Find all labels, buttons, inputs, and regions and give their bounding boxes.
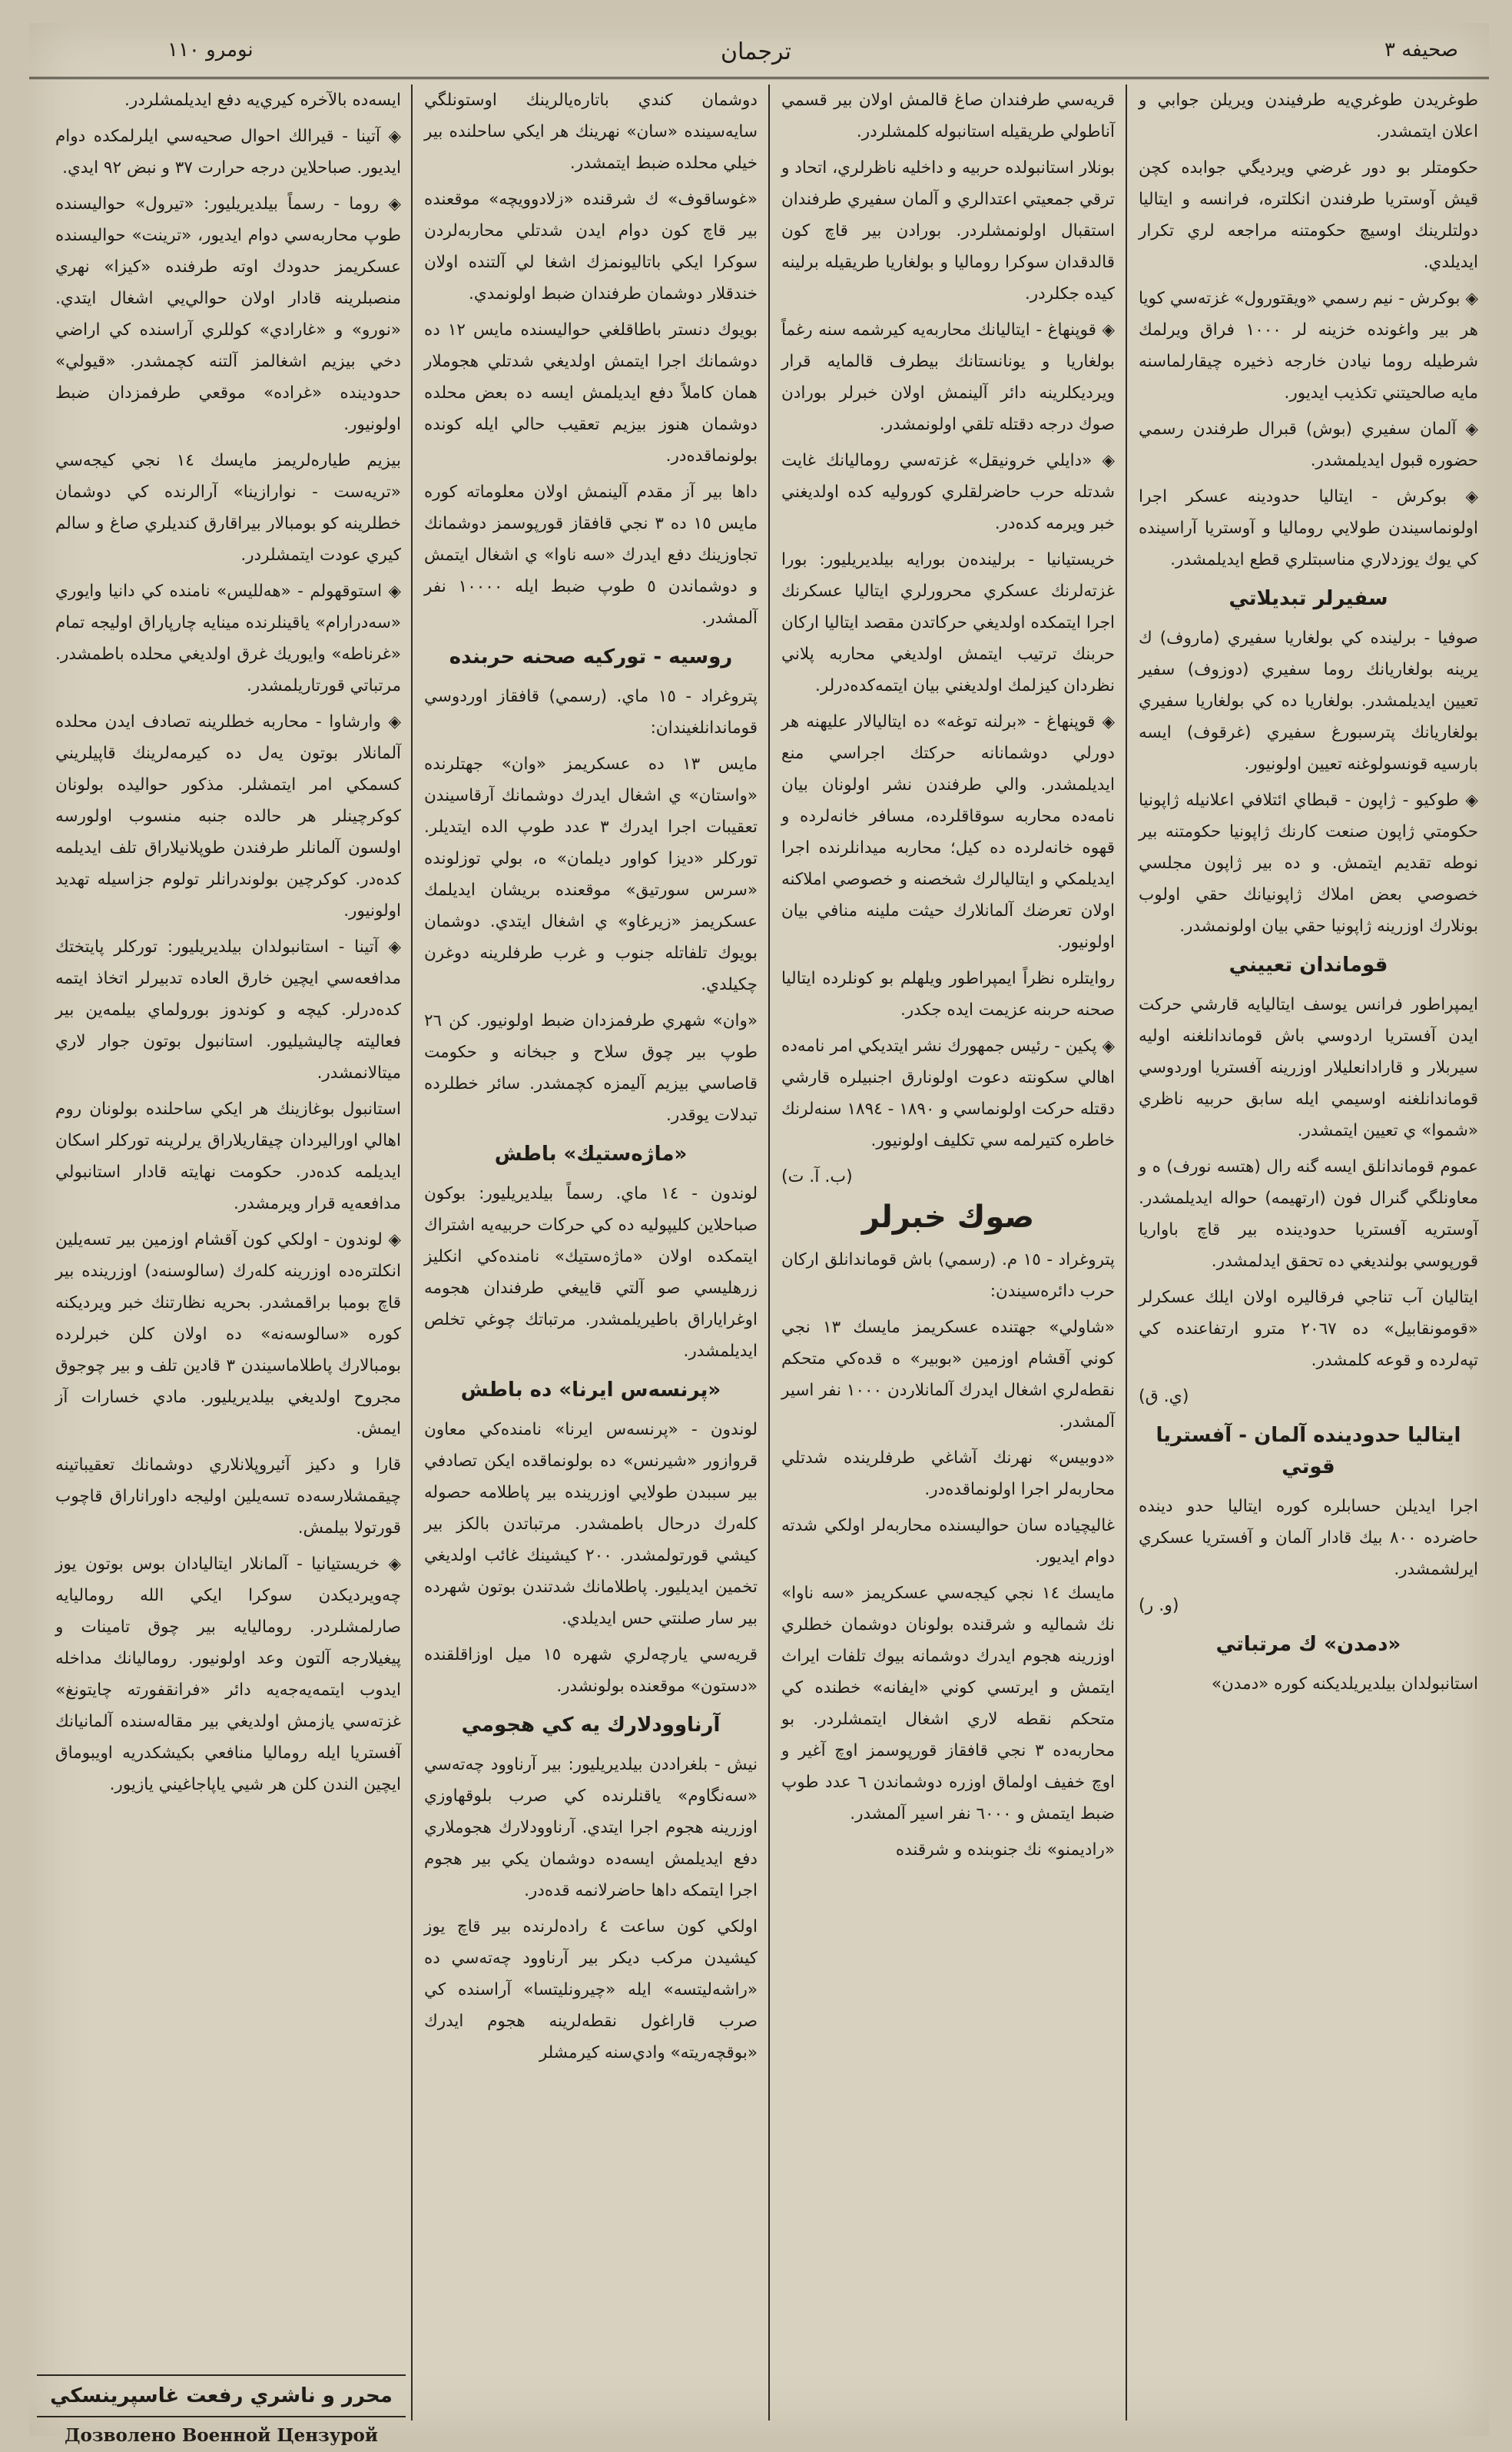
article-paragraph: لوندون - «پرنسه‌س ايرنا» نامنده‌كي معاون قروازور «شيرنس» ده بولونماقده ايكن تصادفي بير سببدن طولايي اوزرينده بير پاطلامه حصوله كله‌رك درحال باطمشدر. مرتباتدن بالكز بير كيشي قورتولمشدر. ٢٠٠ كيشينك غائب اولديغي تخمين ايديليور. پاطلامانك شدتندن بوتون شهرده بير سار صلنتي حس ايديلدي.: [424, 1420, 758, 1628]
article-paragraph: مايس ١٣ ده عسكريمز «وان» جهتلرنده «واستان» ي اشغال ايدرك دوشمانك آرقاسيندن تعقيبات اجرا ايدرك ٣ عدد طوپ الده ايتديلر. توركلر «ديزا كواور ديلمان» ه، بولي توزلونده «سرس سورتيق» موقعنده بريشان ايديلمك عسكريمز «زيرغاو» ي اشغال ايتدي. دوشمان بويوك تلفاتله جنوب و غرب طرفلرينه دوغرن چكيلدي.: [424, 755, 758, 994]
article-heading: «دمدن» ك مرتباتي: [1215, 1633, 1401, 1656]
article-paragraph: لوندون - ١٤ ماي. رسماً بيلديريليور: بوكون صباحلاين كليپوليه ده كي حركات حربيه‌يه اشتراك ايتمكده اولان «ماژه‌ستيك» نامنده‌كي انكليز زرهليسي صو آلتي قاييغي طرفندان هجومه اوغراياراق باطيريلمشدر. مرتباتك چوغي تخلص ايديلمشدر.: [424, 1184, 758, 1361]
article-paragraph: «شاولي» جهتنده عسكريمز مايسك ١٣ نجي كوني آقشام اوزمين «بوبير» ه قده‌كي متحكم نقطه‌لري اشغال ايدرك آلمانلاردن ١٠٠٠ نفر اسير آلمشدر.: [781, 1318, 1115, 1432]
article-paragraph: خريستيانيا - برلينده‌ن بورايه بيلديريليور: بورا غزته‌لرنك عسكري محرورلري ايتاليا عسكرنك اجرا ايتمكده اولديغي حركاتدن مقصد ايتاليا اركان حربنك ترتيب ايتمش اولديغي محاربه پلاني نظردان كيزلمك اولديغني بيان ايتمه‌كده‌درلر.: [781, 550, 1115, 695]
article-paragraph: ◈ آلمان سفيري (بوش) قبرال طرفندن رسمي حضوره قبول ايديلمشدر.: [1139, 420, 1478, 470]
article-paragraph: عموم قوماندانلق ايسه گنه رال (هتسه نورف) ه و معاونلگي گنرال فون (ارتهيمه) حواله ايديلمشدر. آوستريه آفستريا حدودينده بير قاچ باواريا قورپوسي بولنديغي ده تحقق ايدلمشدر.: [1139, 1157, 1478, 1271]
column-3: [413, 85, 768, 2420]
article-paragraph: ◈ آتينا - قيرالك احوال صحيه‌سي ايلرلمكده دوام ايديور. صباحلاين درجه حرارت ٣٧ و نبض ٩٢ ايدي.: [55, 127, 401, 178]
article-paragraph: غاليچياده سان حواليسنده محاربه‌لر اولكي شدته دوام ايديور.: [781, 1516, 1115, 1567]
article-paragraph: طوغريدن طوغري‌يه طرفيندن ويريلن جوابي و اعلان ايتمشدر.: [1139, 91, 1478, 141]
page-label: صحيفه ٣: [1384, 38, 1458, 61]
column-4: [45, 85, 412, 2298]
article-paragraph: استانبولدان بيلديريلديكنه كوره «دمدن»: [1211, 1674, 1478, 1694]
article-paragraph: «غوساقوف» ك شرقنده «زلادوويچه» موقعنده بير قاچ كون دوام ايدن شدتلي محاربه‌لردن سوكرا ايكي باتاليونمزك اشغا لي آلتنده اولان خندقلار دوشمان طرفندان ضبط اولونمدي.: [424, 190, 758, 304]
article-paragraph: ◈ «دايلي خرونيقل» غزته‌سي روماليانك غايت شدتله حرب حاضرلقلري كوروليه كده اولديغني خبر ويرمه كده‌در.: [781, 451, 1115, 533]
article-paragraph: داها بير آز مقدم آلينمش اولان معلوماته كوره مايس ١٥ ده ٣ نجي قافقاز قورپوسمز دوشمانك تجاوزينك دفع ايدرك «سه ناوا» ي اشغال ايتمش و دوشماندن ٥ طوپ ضبط ايله ١٠٠٠٠ نفر آلمشدر.: [424, 483, 758, 628]
section-headline: صوك خبرلر: [861, 1199, 1035, 1235]
article-paragraph: بونلار استانبولده حربيه و داخليه ناظرلري، اتحاد و ترقي جمعيتي اعتدالري و آلمان سفيري طرفندان استقبال اولونمشلردر. بورادن بير قاچ كون قالدقدان سوكرا روماليا و بولغاريا طريقيله برلينه كيده جكلردر.: [781, 158, 1115, 304]
article-paragraph: ◈ آتينا - استانبولدان بيلديريليور: توركلر پايتختك مدافعه‌سي ايچين خارق العاده تدبيرلر اتخاذ ايتمه كده‌درلر. كيچه و كوندوز بورولماي بيلمه‌ين بير فعاليته چاليشيليور. استانبول بوتون جوار لاري ميتالانمشدر.: [55, 937, 401, 1083]
article-paragraph: اولكي كون ساعت ٤ راده‌لرنده بير قاچ يوز كيشيدن مركب ديكر بير آرناوود چه‌ته‌سي ده «راشه‌ليتسه» ايله «چيرونليتسا» آراسنده كي صرب قاراغول نقطه‌لرينه هجوم ايدرك «بوقچه‌ريته» وادي‌سنه كيرمشلر: [424, 1917, 758, 2062]
article-paragraph: پتروغراد - ١٥ م. (رسمي) باش قوماندانلق اركان حرب دائره‌سيندن:: [781, 1250, 1115, 1301]
article-paragraph: روايتلره نظراً ايمپراطور ويلهلم بو كونلرده ايتاليا صحنه حربنه عزيمت ايده جكدر.: [781, 969, 1115, 1020]
newspaper-page: [29, 23, 1489, 2446]
article-heading: قوماندان تعييني: [1228, 954, 1388, 977]
article-paragraph: ◈ پكين - رئيس جمهورك نشر ايتديكي امر نامه‌ده اهالي سكونته دعوت اولونارق اجنبيلره قارشي دقتله حركت اولونماسي و ١٨٩٠ - ١٨٩٤ سنه‌لرنك خاطره كتيرلمه سي تكليف اولونيور.: [781, 1037, 1115, 1150]
article-paragraph: قارا و دكيز آئيروپلانلاري دوشمانك تعقيباتينه چيقمشلارسه‌ده تسه‌يلين اوليجه داوراناراق قاچوب قورتولا بيلمش.: [55, 1455, 401, 1538]
article-paragraph: اجرا ايديلن حسابلره كوره ايتاليا حدو دينده حاضرده ٨٠٠ بيك قادار آلمان و آفستريا عسكري ايرلشمشدر.: [1139, 1497, 1479, 1579]
article-paragraph: ◈ قوپنهاغ - «برلنه توغه» ده ايتاليالار عليهنه هر دورلي دوشمانانه حركتك اجراسي منع ايديلمشدر. والي طرفندن نشر اولونان بيان نامه‌ده محاربه سوقاقلرده، مسافر خانه‌لرده و قهوه خانه‌لرده ده كيل؛ محاربه ميدانلرنده اجرا ايديلمكي و ايتاليالرك شخصنه و خصوصي املاكنه اولان تعرضك آلمانلارك حيثت ملينه منافي بيان اولونيور.: [781, 712, 1115, 952]
article-paragraph: ◈ وارشاوا - محاربه خطلرينه تصادف ايدن محلده آلمانلار بوتون يه‌ل ده كيرمه‌لرينك قاپيلريني كسمكي امر ايتمشلر. مذكور حواليده بولونان كوكرچينلر هر حالده جنبه منسوب اولورسه اولسون آلمانلر طرفندن طوپلانيلاراق تلف ايديلمه كده‌در. كوكرچين بولوندرانلر تولوم جزاسيله تهديد اولونيور.: [55, 712, 401, 921]
column-2: [771, 85, 1126, 2420]
article-paragraph: مايسك ١٤ نجي كيجه‌سي عسكريمز «سه ناوا» نك شماليه و شرقنده بولونان دوشمان خطلري اوزرينه هجوم ايدرك دوشمانه بيوك تلفات ايراث ايتمش و ايرتسي كوني «ايفانه» خطنده كي متحكم نقطه لاري اشغال ايتمشلردر. بو محاربه‌ده ٣ نجي قافقاز قورپوسمز اوچ آغير و اوچ خفيف اولماق اوزره دوشماندن ٦ عدد طوپ ضبط ايتمش و ٦٠٠٠ نفر اسير آلمشدر.: [781, 1584, 1115, 1823]
article-paragraph: پتروغراد - ١٥ ماي. (رسمي) قافقاز اوردوسي قوماندانلغيندان:: [424, 687, 758, 738]
article-heading: سفيرلر تبديلاتي: [1228, 587, 1388, 610]
article-paragraph: ◈ لوندون - اولكي كون آقشام اوزمين بير تسه‌يلين انكلتره‌ده اوزرينه كله‌رك (سالوسنه‌د) اوزرينده بير قاچ بومبا براقمشدر. بحريه نظارتنك خبر ويرديكنه كوره «سالوسه‌نه» ده اولان كلن خبرلرده بومبالارك پاطلاماسيندن ٣ قادين تلف و بير چوجوق مجروح اولديغي بيلديريليور. مادي خسارات آز ايمش.: [55, 1230, 401, 1438]
columns-area: [29, 85, 1489, 2446]
article-signature: (و. ر): [1139, 1596, 1179, 1615]
article-paragraph: دوشمان كندي باتاره‌يالرينك اوستونلگي سايه‌سينده «سان» نهرينك هر ايكي ساحلنده بير خيلي محلده ضبط ايتمشدر.: [424, 91, 758, 173]
article-paragraph: ◈ طوكيو - ژاپون - قبطاي ائتلافي اعلانيله ژاپونيا حكومتي ژاپون صنعت كارنك ژاپونيا حكومتنه بير نوطه تقديم ايتمش. و ده بير ژاپون مجلسي خصوصي بعض املاك ژاپونيانك حقي اولوب بونلارك اوزرينه ژاپونيا حقي بيان اولونمشدر.: [1139, 791, 1478, 936]
article-paragraph: بويوك دنستر باطاقلغي حواليسنده مايس ١٢ ده دوشمانك اجرا ايتمش اولديغي شدتلي هجوملار همان كاملاً دفع ايديلمش ايسه ده بعض محلده دوشمان هنوز بيزيم تعقيب حالي ايله كونده بولونماقده‌در.: [424, 320, 758, 466]
article-paragraph: ◈ خريستيانيا - آلمانلار ايتاليادان بوس بوتون يوز چه‌ويرديكدن سوكرا ايكي الله روماليايه صارلمشلردر. روماليايه بير چوق تامينات و پيغيلارجه آلتون وعد اولونيور. روماليانك مداخله ايدوب ايتمه‌يه‌جه‌يه دائر «فرانقفورته چايتونغ» غزته‌سي يازمش اولديغي بير مقاله‌سنده آلمانيانك آفستريا ايله روماليا منافعي بكيشكدريه اويبوماق ايچين الندن كلن هر شيي ياپاجاغيني يازيور.: [55, 1554, 401, 1794]
article-paragraph: ◈ بوكرش - ايتاليا حدودينه عسكر اجرا اولونماسيندن طولايي روماليا و آوستريا آراسينده كي يوك يوزدلاري مناسبتلري قطع ايديلمشدر.: [1139, 487, 1478, 569]
article-paragraph: «راديمنو» نك جنوبنده و شرقنده: [895, 1840, 1115, 1860]
article-paragraph: نيش - بلغراددن بيلديريليور: بير آرناوود چه‌ته‌سي «سه‌نگاوم» ياقنلرنده كي صرب بلوقهاوزي اوزرينه هجوم اجرا ايتدي. آرناوودلارك هجوملاري دفع ايديلمش ايسه‌ده دوشمان يكي بير هجوم اجرا ايتمكه داها حاضرلانمه قده‌در.: [424, 1755, 758, 1900]
column-rule: [768, 85, 770, 2420]
column-rule: [1126, 85, 1127, 2420]
newspaper-title: ترجمان: [721, 38, 791, 65]
article-paragraph: قريه‌سي طرفندان صاغ قالمش اولان بير قسمي آناطولي طريقيله استانبوله كلمشلردر.: [781, 91, 1115, 141]
article-heading: «ماژه‌ستيك» باطش: [494, 1143, 688, 1166]
masthead: [29, 23, 1489, 79]
article-paragraph: صوفيا - برلينده كي بولغاريا سفيري (ماروف) ك يرينه بولغاريانك روما سفيري (دوزوف) سفير تعيين ايديلمشدر. بولغاريا ده كي بولغاريا سفيري بولغاريانك پترسبورغ سفيري (غرقوف) ايسه بارسيه قونسولوغنه تعيين اولونيور.: [1139, 629, 1478, 774]
article-heading: «پرنسه‌س ايرنا» ده باطش: [460, 1379, 721, 1402]
article-heading: روسيه - توركيه صحنه حربنده: [449, 645, 733, 669]
article-signature: (ب. آ. ت): [781, 1167, 853, 1186]
article-paragraph: قريه‌سي يارچه‌لري شهره ١٥ ميل اوزاقلقنده «دستون» موقعنده بولونشدر.: [424, 1645, 758, 1696]
article-heading: آرناوودلارك يه كي هجومي: [461, 1714, 721, 1737]
censor-line: Дозволено Военной Цензурой: [65, 2425, 378, 2446]
article-paragraph: «وان» شهري طرفمزدان ضبط اولونيور. كن ٢٦ طوپ بير چوق سلاح و جبخانه و حكومت قاصاسي بيزيم آليمزه كچمشدر. سائر خطلرده تبدلات يوقدر.: [424, 1011, 758, 1125]
article-paragraph: استانبول بوغازينك هر ايكي ساحلنده بولونان روم اهالي اوراليردان چيقاريلاراق يرلرينه توركلر اسكان ايديلمه كده‌در. حكومت نهايته قادار استانبولي مدافعه‌يه قرار ويرمشدر.: [55, 1100, 401, 1213]
article-paragraph: حكومتلر بو دور غرضي ويرديگي جوابده كچن قيش آوستريا طرفندن انكلتره، فرانسه و ايتاليا دولتلرينك اوسيچ حكومتنه مراجعه لري تكرار ايديلدي.: [1139, 158, 1478, 272]
article-paragraph: ◈ استوقهولم - «هەلليس» نامنده كي دانيا وايوري «سەدرارام» ياقينلرنده مينايه چارپاراق اوليجه تمام «غرناطه» وايوريك غرق اولديغي محلده باطمشدر. مرتباتي قورتاريلمشدر.: [55, 582, 401, 695]
article-paragraph: ايمپراطور فرانس يوسف ايتاليايه قارشي حركت ايدن آفستريا اردوسي باش قوماندانلغنه اوليه سيربلار و قارادانعلیلار اوزرينه آفستريا اوردوسي قوماندانلغنه اوسيمي ايله سابق حربيه ناظري «شموا» ي تعيين ايتمشدر.: [1139, 995, 1478, 1140]
article-paragraph: ايسه‌ده بالآخره كيري‌يه دفع ايديلمشلردر.: [124, 91, 401, 110]
article-signature: (ي. ق): [1139, 1387, 1189, 1406]
article-paragraph: ايتاليان آب تناجي فرقاليره اولان ايلك عسكرلر «قومونقابيل» ده ٢٠٦٧ مترو ارتفاعنده كي تپه‌لرده و قوعه كلمشدر.: [1139, 1288, 1478, 1370]
article-paragraph: «دوبيس» نهرنك آشاغي طرفلرينده شدتلي محاربه‌لر اجرا اولونماقده‌در.: [781, 1448, 1115, 1499]
article-paragraph: ◈ قوپنهاغ - ايتاليانك محاربه‌يه كيرشمه سنه رغماً بولغاريا و يونانستانك بيطرف قالمايه قرار ويرديكلرينه دائر آلينمش اولان خبرلر بورادن صوك درجه دقتله تلقي اولونمشدر.: [781, 320, 1115, 434]
column-1: [1128, 85, 1489, 2420]
editor-line: محرر و ناشري رفعت غاسپرينسكي: [37, 2374, 406, 2417]
article-heading: ايتاليا حدودينده آلمان - آفستريا قوتي: [1156, 1424, 1461, 1478]
article-paragraph: ◈ بوكرش - نيم رسمي «ويقتورول» غزته‌سي كويا هر بير واغونده خزينه لر ١٠٠٠ فراق ويرلمك شرطيله روما نيادن خارجه ذخيره چيقارلماسنه مايه صالحيتني تكذيب ايديور.: [1139, 289, 1479, 403]
issue-label: نومرو ١١٠: [167, 38, 254, 61]
article-paragraph: بيزيم طياره‌لريمز مايسك ١٤ نجي كيجه‌سي «تريه‌ست - نوارازينا» آرالرنده كي دوشمان خطلرينه كو بومبالار بيراقارق كنديلري صاغ و سالم كيري عودت ايتمشلردر.: [55, 451, 402, 565]
article-paragraph: ◈ روما - رسماً بيلديريليور: «تيرول» حواليسنده طوپ محاربه‌سي دوام ايديور، «ترينت» حواليسنده عسكريمز حدودك اوته طرفنده «كيزا» نهري منصبلرينه قادار اولان حوالي‌يي اشغال ايتدي. «نورو» و «غارادي» كوللري آراسنده كي اراضي دخي بيزيم اشغالمز آلتنه كچمشدر. «قيولي» حدودينده «غراده» موقعي طرفمزدان ضبط اولونيور.: [55, 194, 401, 434]
